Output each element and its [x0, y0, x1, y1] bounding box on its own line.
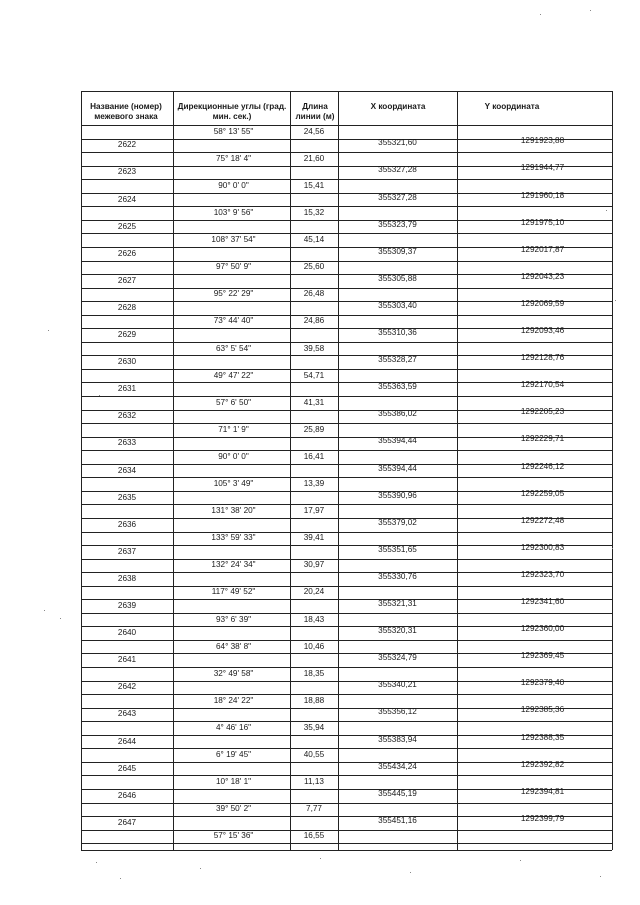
direction-angle-cell: 57° 6' 50": [215, 397, 252, 407]
table-rule: [81, 748, 612, 749]
direction-angle-cell: 18° 24' 22": [213, 695, 254, 705]
y-coordinate-cell: 1292300,83: [520, 542, 565, 552]
table-rule: [81, 640, 612, 641]
y-coordinate-cell: 1292259,05: [520, 488, 565, 498]
x-coordinate-cell: 355327,28: [378, 192, 417, 202]
table-rule: [81, 125, 612, 126]
table-rule: [81, 261, 612, 262]
line-length-cell: 15,41: [303, 180, 325, 190]
line-length-cell: 16,41: [303, 451, 325, 461]
boundary-mark-name-cell: 2645: [117, 763, 137, 773]
boundary-mark-name-cell: 2644: [117, 736, 137, 746]
line-length-cell: 17,97: [303, 506, 325, 516]
x-coordinate-cell: 355328,27: [378, 355, 417, 365]
y-coordinate-cell: 1292170,54: [520, 380, 565, 390]
scan-speck: [320, 858, 321, 859]
table-rule: [81, 613, 612, 614]
boundary-mark-name-cell: 2626: [117, 248, 137, 258]
x-coordinate-cell: 355310,36: [378, 328, 417, 338]
line-length-cell: 7,77: [306, 804, 322, 814]
header-name: Название (номер) межевого знака: [90, 102, 162, 121]
direction-angle-cell: 75° 18' 4": [215, 153, 252, 163]
x-coordinate-cell: 355451,16: [378, 815, 417, 825]
direction-angle-cell: 63° 5' 54": [215, 343, 252, 353]
x-coordinate-cell: 355330,76: [378, 571, 417, 581]
direction-angle-cell: 4° 46' 16": [215, 722, 252, 732]
x-coordinate-cell: 355390,96: [378, 490, 417, 500]
x-coordinate-cell: 355321,60: [378, 138, 417, 148]
line-length-cell: 39,41: [303, 533, 325, 543]
boundary-mark-name-cell: 2647: [117, 817, 137, 827]
x-coordinate-cell: 355323,79: [378, 219, 417, 229]
column-rule: [290, 91, 291, 850]
boundary-mark-name-cell: 2643: [117, 709, 137, 719]
y-coordinate-cell: 1292246,12: [520, 461, 565, 471]
line-length-cell: 11,13: [304, 777, 324, 787]
column-rule: [173, 91, 174, 850]
line-length-cell: 25,60: [303, 262, 325, 272]
table-rule: [81, 850, 612, 851]
line-length-cell: 54,71: [303, 370, 325, 380]
column-rule: [81, 91, 82, 850]
boundary-mark-name-cell: 2627: [117, 275, 137, 285]
direction-angle-cell: 95° 22' 29": [213, 289, 254, 299]
y-coordinate-cell: 1292323,70: [520, 569, 565, 579]
x-coordinate-cell: 355434,24: [378, 761, 417, 771]
line-length-cell: 40,55: [303, 750, 325, 760]
y-coordinate-cell: 1292341,60: [520, 597, 565, 607]
line-length-cell: 25,89: [303, 424, 325, 434]
line-length-cell: 15,32: [303, 208, 325, 218]
x-coordinate-cell: 355394,44: [378, 463, 417, 473]
direction-angle-cell: 73° 44' 40": [213, 316, 254, 326]
line-length-cell: 39,58: [303, 343, 325, 353]
y-coordinate-cell: 1292272,48: [520, 515, 565, 525]
x-coordinate-cell: 355309,37: [378, 246, 417, 256]
header-x: X координата: [370, 102, 426, 111]
line-length-cell: 18,35: [303, 668, 325, 678]
direction-angle-cell: 117° 49' 52": [211, 587, 256, 597]
y-coordinate-cell: 1291923,88: [520, 136, 565, 146]
line-length-cell: 30,97: [303, 560, 325, 570]
scan-speck: [520, 860, 521, 861]
x-coordinate-cell: 355351,65: [378, 544, 417, 554]
table-rule: [81, 559, 612, 560]
x-coordinate-cell: 355383,94: [378, 734, 417, 744]
y-coordinate-cell: 1291944,77: [520, 163, 565, 173]
y-coordinate-cell: 1291975,10: [520, 217, 565, 227]
x-coordinate-cell: 355340,21: [378, 680, 417, 690]
y-coordinate-cell: 1292093,46: [520, 326, 565, 336]
boundary-mark-name-cell: 2646: [117, 790, 137, 800]
direction-angle-cell: 58° 13' 55": [213, 126, 254, 136]
direction-angle-cell: 57° 15' 36": [213, 831, 254, 841]
table-rule: [81, 775, 612, 776]
direction-angle-cell: 71° 1' 9": [218, 424, 249, 434]
y-coordinate-cell: 1291960,18: [520, 190, 565, 200]
direction-angle-cell: 133° 59' 33": [211, 533, 256, 543]
scan-speck: [540, 14, 541, 15]
line-length-cell: 13,39: [303, 479, 325, 489]
scan-speck: [410, 872, 411, 873]
x-coordinate-cell: 355386,02: [378, 409, 417, 419]
boundary-mark-name-cell: 2633: [117, 438, 137, 448]
y-coordinate-cell: 1292229,71: [520, 434, 565, 444]
direction-angle-cell: 105° 3' 49": [213, 479, 254, 489]
table-rule: [81, 315, 612, 316]
direction-angle-cell: 97° 50' 9": [215, 262, 252, 272]
direction-angle-cell: 131° 38' 20": [211, 506, 256, 516]
boundary-mark-name-cell: 2622: [117, 140, 137, 150]
boundary-mark-name-cell: 2638: [117, 573, 137, 583]
table-rule: [81, 396, 612, 397]
column-rule: [338, 91, 339, 850]
y-coordinate-cell: 1292388,35: [520, 732, 565, 742]
direction-angle-cell: 6° 19' 45": [215, 750, 252, 760]
table-rule: [81, 288, 612, 289]
header-angles: Дирекционные углы (град. мин. сек.): [177, 102, 287, 121]
table-rule: [81, 369, 612, 370]
table-rule: [81, 423, 612, 424]
line-length-cell: 18,43: [303, 614, 325, 624]
boundary-mark-name-cell: 2631: [117, 384, 137, 394]
y-coordinate-cell: 1292128,76: [520, 353, 565, 363]
x-coordinate-cell: 355303,40: [378, 300, 417, 310]
boundary-mark-name-cell: 2635: [117, 492, 137, 502]
table-rule: [81, 91, 612, 92]
direction-angle-cell: 64° 38' 8": [215, 641, 252, 651]
direction-angle-cell: 10° 18' 1": [215, 777, 252, 787]
header-length: Длина линии (м): [295, 102, 335, 121]
line-length-cell: 35,94: [303, 722, 325, 732]
boundary-mark-name-cell: 2628: [117, 302, 137, 312]
column-rule: [457, 91, 458, 850]
scan-speck: [600, 876, 601, 877]
table-rule: [81, 586, 612, 587]
y-coordinate-cell: 1292379,40: [520, 678, 565, 688]
scan-speck: [99, 395, 100, 396]
boundary-mark-name-cell: 2632: [117, 411, 137, 421]
x-coordinate-cell: 355445,19: [378, 788, 417, 798]
table-rule: [81, 843, 612, 844]
x-coordinate-cell: 355305,88: [378, 273, 417, 283]
table-rule: [81, 532, 612, 533]
x-coordinate-cell: 355320,31: [378, 626, 417, 636]
table-rule: [81, 450, 612, 451]
table-rule: [81, 830, 612, 831]
table-rule: [81, 179, 612, 180]
table-rule: [81, 206, 612, 207]
boundary-mark-name-cell: 2640: [117, 628, 137, 638]
y-coordinate-cell: 1292360,00: [520, 624, 565, 634]
boundary-mark-name-cell: 2642: [117, 682, 137, 692]
x-coordinate-cell: 355327,28: [378, 165, 417, 175]
boundary-mark-name-cell: 2623: [117, 167, 137, 177]
boundary-mark-name-cell: 2629: [117, 330, 137, 340]
line-length-cell: 24,86: [303, 316, 325, 326]
x-coordinate-cell: 355356,12: [378, 707, 417, 717]
y-coordinate-cell: 1292392,82: [520, 759, 565, 769]
direction-angle-cell: 93° 6' 39": [215, 614, 252, 624]
direction-angle-cell: 49° 47' 22": [213, 370, 254, 380]
x-coordinate-cell: 355363,59: [378, 382, 417, 392]
line-length-cell: 10,46: [303, 641, 325, 651]
table-rule: [81, 721, 612, 722]
line-length-cell: 41,31: [303, 397, 325, 407]
x-coordinate-cell: 355394,44: [378, 436, 417, 446]
boundary-mark-name-cell: 2630: [117, 357, 137, 367]
direction-angle-cell: 108° 37' 54": [211, 235, 256, 245]
table-rule: [81, 694, 612, 695]
y-coordinate-cell: 1292385,36: [520, 705, 565, 715]
table-rule: [81, 667, 612, 668]
y-coordinate-cell: 1292069,59: [520, 298, 565, 308]
y-coordinate-cell: 1292017,87: [520, 244, 565, 254]
table-rule: [81, 233, 612, 234]
boundary-mark-name-cell: 2636: [117, 519, 137, 529]
line-length-cell: 18,88: [303, 695, 325, 705]
scan-speck: [44, 610, 45, 611]
scan-speck: [120, 878, 121, 879]
table-rule: [81, 152, 612, 153]
direction-angle-cell: 103° 9' 56": [213, 208, 254, 218]
scan-speck: [200, 868, 201, 869]
scan-speck: [606, 210, 607, 211]
scan-speck: [48, 330, 49, 331]
boundary-mark-name-cell: 2624: [117, 194, 137, 204]
scan-speck: [615, 300, 616, 301]
x-coordinate-cell: 355321,31: [378, 599, 417, 609]
table-rule: [81, 803, 612, 804]
direction-angle-cell: 39° 50' 2": [215, 804, 252, 814]
line-length-cell: 24,56: [303, 126, 325, 136]
direction-angle-cell: 132° 24' 34": [211, 560, 256, 570]
table-rule: [81, 504, 612, 505]
scan-speck: [96, 862, 97, 863]
x-coordinate-cell: 355379,02: [378, 517, 417, 527]
y-coordinate-cell: 1292043,23: [520, 271, 565, 281]
header-y: Y координата: [484, 102, 540, 111]
line-length-cell: 16,55: [303, 831, 325, 841]
boundary-mark-name-cell: 2634: [117, 465, 137, 475]
table-rule: [81, 342, 612, 343]
boundary-mark-name-cell: 2639: [117, 601, 137, 611]
line-length-cell: 26,48: [303, 289, 325, 299]
boundary-mark-name-cell: 2637: [117, 546, 137, 556]
scan-speck: [612, 548, 613, 549]
boundary-mark-name-cell: 2641: [117, 655, 137, 665]
direction-angle-cell: 32° 49' 58": [213, 668, 254, 678]
y-coordinate-cell: 1292394,81: [520, 786, 565, 796]
boundary-mark-name-cell: 2625: [117, 221, 137, 231]
y-coordinate-cell: 1292369,45: [520, 651, 565, 661]
scan-speck: [60, 618, 61, 619]
table-rule: [81, 477, 612, 478]
line-length-cell: 45,14: [303, 235, 325, 245]
direction-angle-cell: 90° 0' 0": [218, 451, 249, 461]
line-length-cell: 21,60: [303, 153, 325, 163]
direction-angle-cell: 90° 0' 0": [218, 180, 249, 190]
line-length-cell: 20,24: [303, 587, 325, 597]
x-coordinate-cell: 355324,79: [378, 653, 417, 663]
y-coordinate-cell: 1292399,79: [520, 813, 565, 823]
y-coordinate-cell: 1292205,23: [520, 407, 565, 417]
scan-speck: [590, 10, 591, 11]
column-rule: [612, 91, 613, 850]
